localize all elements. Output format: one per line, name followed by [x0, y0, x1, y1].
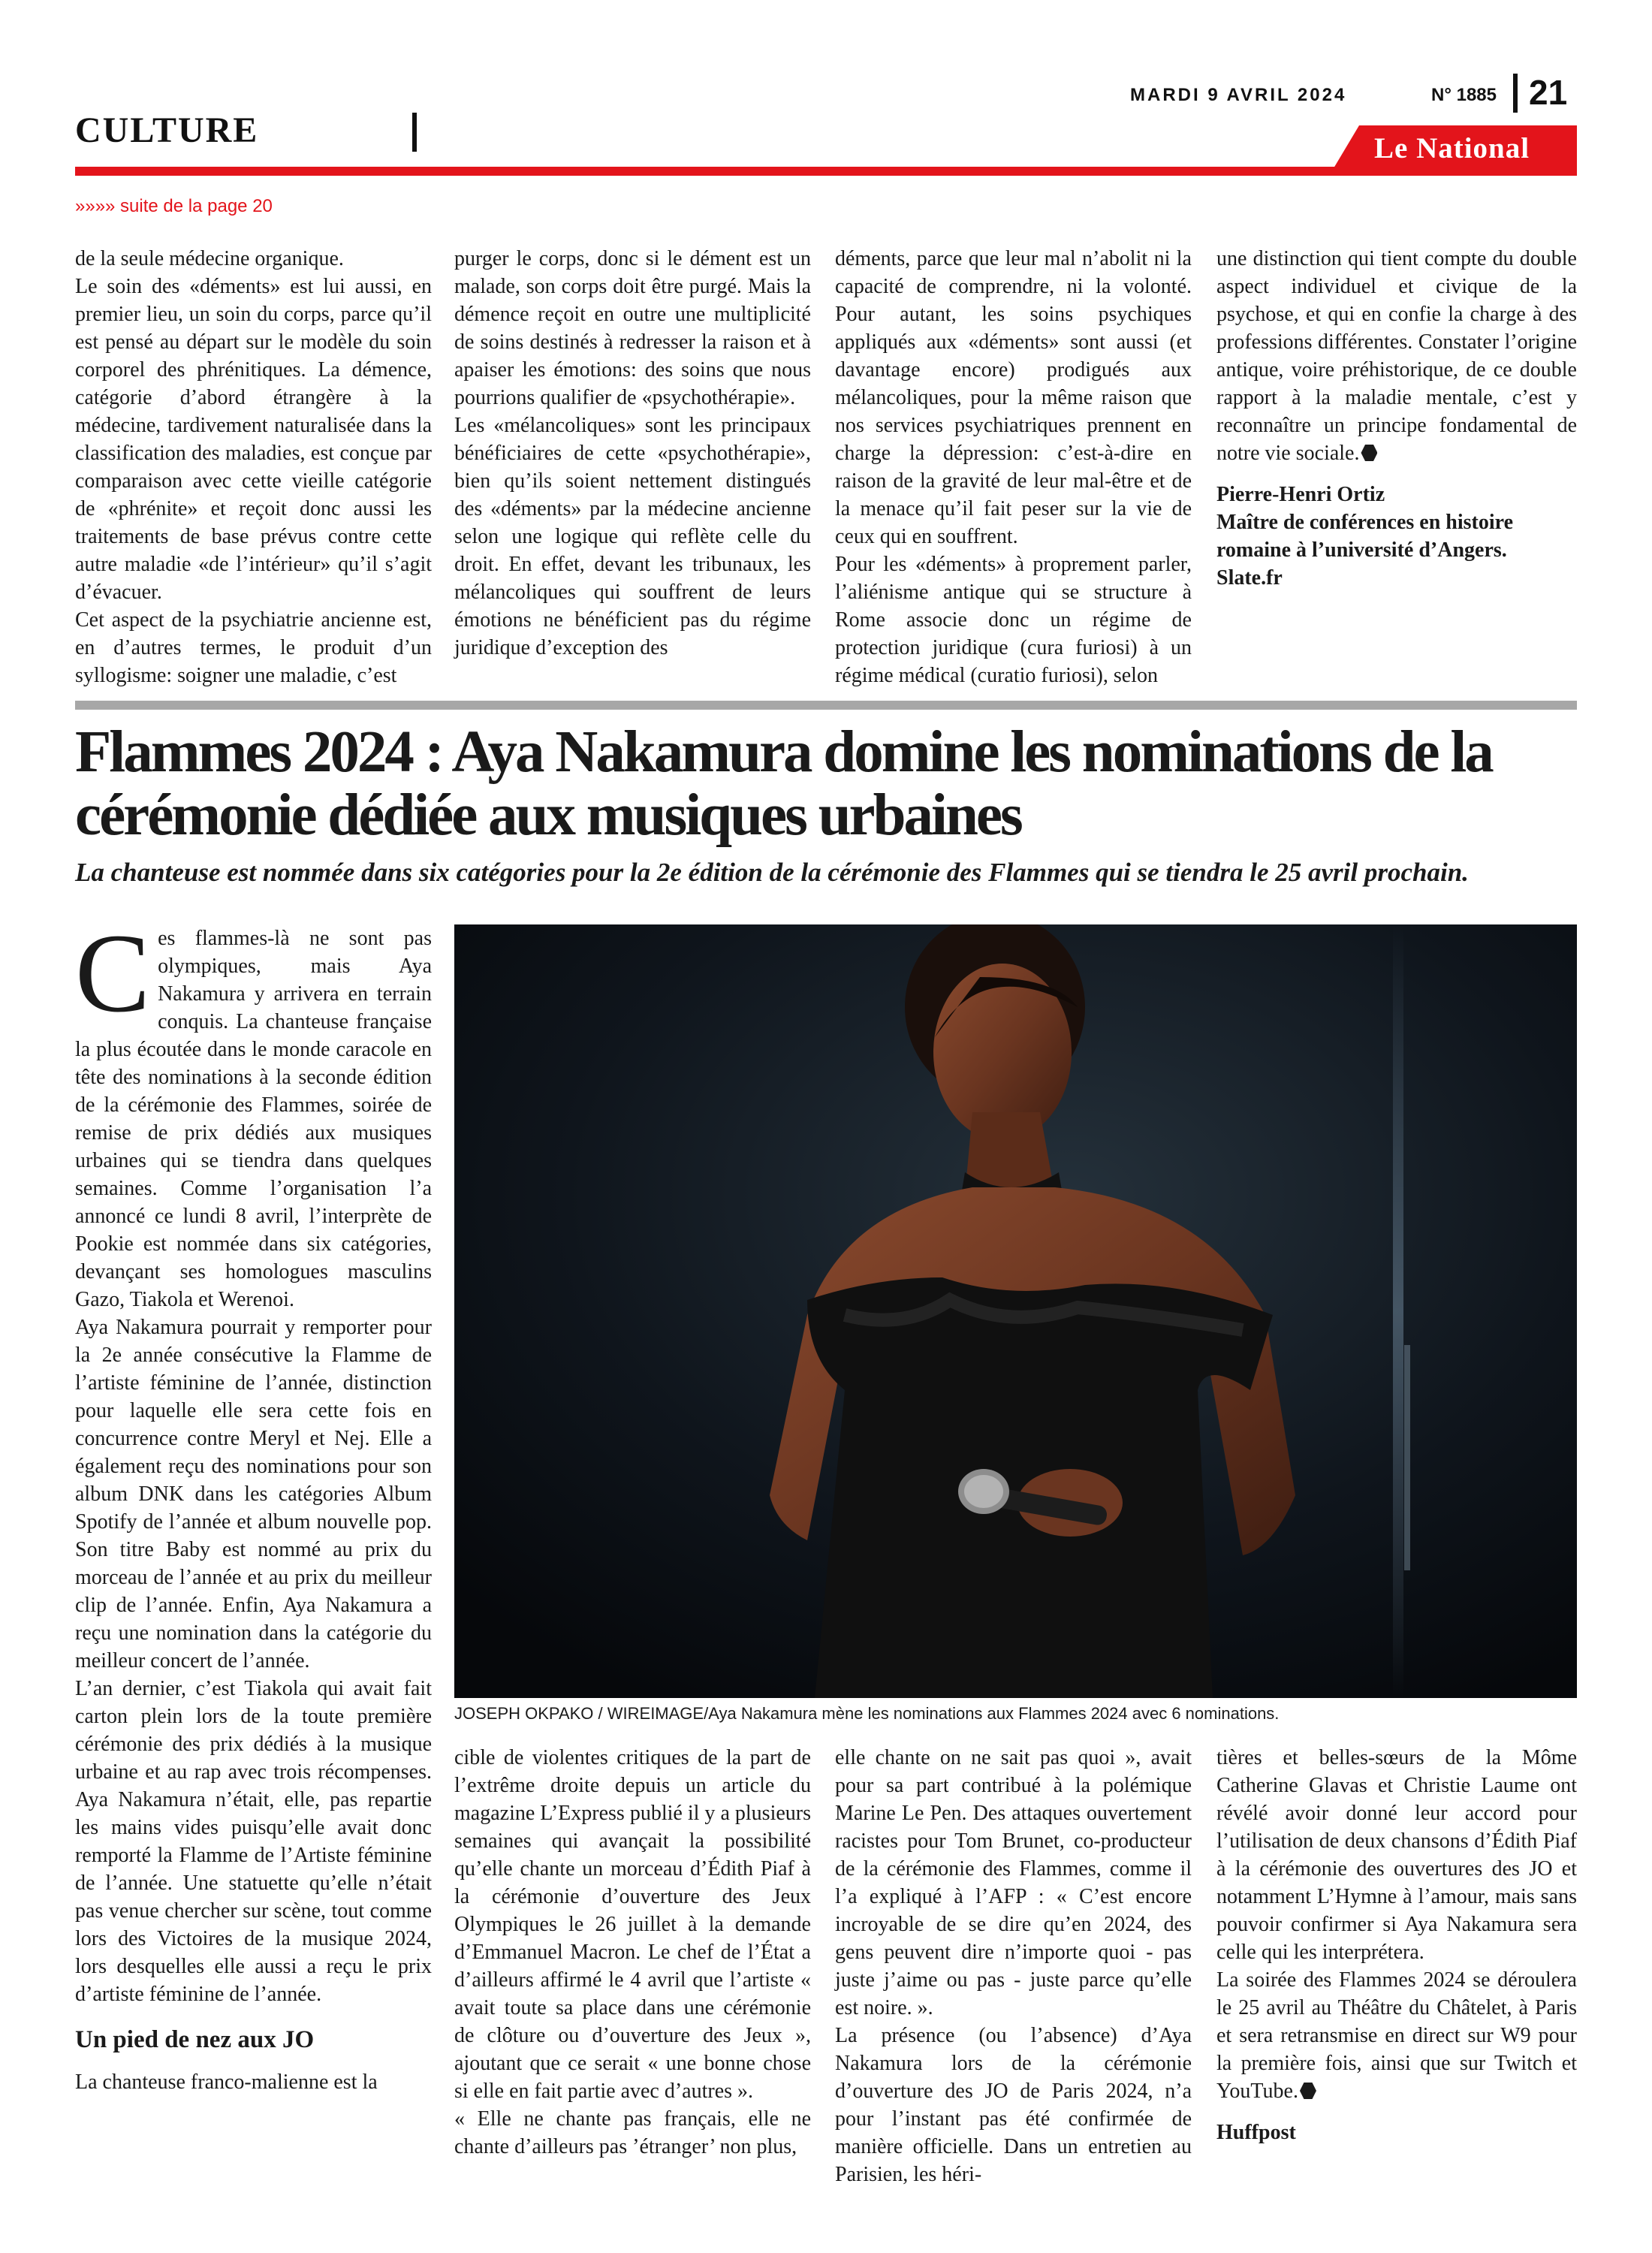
paragraph: cible de violentes critiques de la part de l’extrême droite depuis un article du magazine L’Express publié il y a plusieurs semaines qui avançait la possibilité qu’elle chante un morceau d’Édith Piaf à la cérémonie d’ouverture des Jeux Olympiques le 26 juillet à la demande d’Emmanuel Macron. Le chef de l’État a d’ailleurs affirmé le 4 avril que l’artiste « avait toute sa place dans une cérémonie de clôture ou d’ouverture des Jeux », ajoutant que ce serait « une bonne chose si elle en fait partie avec d’autres ». — [454, 1746, 811, 2103]
top-article-column-1 — [75, 245, 432, 689]
article-deck: La chanteuse est nommée dans six catégories pour la 2e édition de la cérémonie des Flammes qui se tiendra le 25 avril prochain. — [75, 858, 1469, 887]
section-divider — [412, 113, 417, 152]
article-column-4 — [1216, 1744, 1577, 2146]
article-column-1 — [75, 911, 432, 2096]
author-title: Maître de conférences en histoire romaine à l’université d’Angers. — [1216, 511, 1514, 562]
article-separator — [75, 701, 1577, 710]
article-headline: Flammes 2024 : Aya Nakamura domine les nominations de la cérémonie dédiée aux musiques urbaines — [75, 719, 1492, 848]
paragraph: elle chante on ne sait pas quoi », avait pour sa part contribué à la polémique Marine Le Pen. Des attaques ouvertement racistes pour Tom Brunet, co-producteur de la cérémonie des Flammes, comme il l’a expliqué à l’AFP : « C’est encore incroyable de se dire qu’en 2024, des gens peuvent dire n’importe quoi - pas juste j’aime ou pas - juste parce qu’elle est noire. ». — [835, 1746, 1192, 2019]
article-column-3 — [835, 1744, 1192, 2188]
paragraph: Aya Nakamura pourrait y remporter pour la 2e année consécutive la Flamme de l’artiste féminine de l’année, distinction pour laquelle elle sera cette fois en concurrence contre Meryl et Nej. Elle a également reçu des nominations pour son album DNK dans les catégories Album Spotify de l’année et album nouvelle pop. Son titre Baby est nommé au prix du morceau de l’année et au prix du meilleur clip de l’année. Enfin, Aya Nakamura a reçu une nomination dans la catégorie du meilleur concert de l’année. — [75, 1316, 432, 1672]
paragraph: Le soin des «déments» est lui aussi, en premier lieu, un soin du corps, parce qu’il est pensé au départ sur le modèle du soin corporel des phrénitiques. La démence, catégorie d’abord étrangère à la médecine, tardivement naturalisée dans la classification des maladies, est conçue par comparaison avec cette vieille catégorie de «phrénite» et reçoit donc aussi les traitements de base prévus contre cette autre maladie «de l’intérieur» qu’il s’agit d’évacuer. — [75, 275, 432, 604]
top-article-column-2 — [454, 245, 811, 662]
photo-caption: JOSEPH OKPAKO / WIREIMAGE/Aya Nakamura mène les nominations aux Flammes 2024 avec 6 nominations. — [454, 1704, 1280, 1723]
paragraph-text: une distinction qui tient compte du double aspect individuel et civique de la psychose, et qui en confie la charge à des professions différentes. Constater l’origine antique, voire préhistorique, de ce double rapport à la maladie mentale, c’est y reconnaître un principe fondamental de notre vie sociale. — [1216, 247, 1577, 465]
end-mark-icon — [1361, 445, 1377, 461]
section-label: CULTURE — [75, 110, 259, 150]
top-article-column-3 — [835, 245, 1192, 689]
paragraph: Cet aspect de la psychiatrie ancienne est, en d’autres termes, le produit d’un syllogisme: soigner une maladie, c’est — [75, 608, 432, 687]
paragraph: L’an dernier, c’est Tiakola qui avait fait carton plein lors de la toute première cérémonie des prix dédiés à la musique urbaine et au rap avec trois récompenses. Aya Nakamura n’était, elle, pas repartie les mains vides puisqu’elle avait donc remporté la Flamme de l’Artiste féminine de l’année. Une statuette qu’elle n’était pas venue chercher sur scène, tout comme lors des Victoires de la musique 2024, lors desquelles elle aussi a reçu le prix d’artiste féminine de l’année. — [75, 1677, 432, 2006]
paragraph — [75, 911, 432, 1313]
continued-from-link[interactable]: »»»» suite de la page 20 — [75, 196, 273, 216]
paragraph: « Elle ne chante pas français, elle ne chante d’ailleurs pas ’étranger’ non plus, — [454, 2107, 811, 2158]
paragraph: déments, parce que leur mal n’abolit ni la capacité de comprendre, ni la volonté. Pour autant, les soins psychiques appliqués aux «déments» sont aussi (et davantage encore) prodigués aux mélancoliques, pour la même raison que nos services psychiatriques prennent en charge la dépression: c’est-à-dire en raison de la gravité de leur mal-être et de la menace qu’il fait peser sur la vie de ceux qui en souffrent. — [835, 247, 1192, 548]
issue-number: N° 1885 — [1431, 85, 1497, 105]
paragraph — [1216, 245, 1577, 467]
paragraph: purger le corps, donc si le dément est un malade, son corps doit être purgé. Mais la démence reçoit en outre une multiplicité de soins destinés à redresser la raison et à apaiser les émotions: des soins que nous pourrions qualifier de «psychothérapie». — [454, 247, 811, 409]
author-name: Pierre-Henri Ortiz — [1216, 483, 1385, 506]
article-photo — [454, 924, 1577, 1698]
paragraph: Pour les «déments» à proprement parler, l’aliénisme antique qui se structure à Rome associe donc un régime de protection juridique (cura furiosi) à un régime médical (curatio furiosi), selon — [835, 553, 1192, 687]
article-subhead: Un pied de nez aux JO — [75, 2026, 315, 2053]
drop-cap: C — [75, 911, 151, 1036]
page-divider — [1513, 74, 1518, 113]
author-signature — [1216, 481, 1577, 592]
paragraph: La présence (ou l’absence) d’Aya Nakamura lors de la cérémonie d’ouverture des JO de Paris 2024, n’a pour l’instant pas été confirmée de manière officielle. Dans un entretien au Parisien, les héri- — [835, 2024, 1192, 2186]
top-article-column-4 — [1216, 245, 1577, 592]
paragraph: tières et belles-sœurs de la Môme Catherine Glavas et Christie Laume ont révélé avoir donné leur accord pour l’utilisation de deux chansons d’Édith Piaf à la cérémonie des ouvertures des JO et notamment L’Hymne à l’amour, mais sans pouvoir confirmer si Aya Nakamura sera celle qui les interprétera. — [1216, 1746, 1577, 1964]
end-mark-icon — [1300, 2083, 1316, 2099]
article-source: Huffpost — [1216, 2121, 1296, 2144]
paragraph: de la seule médecine organique. — [75, 247, 344, 270]
article-source: Slate.fr — [1216, 566, 1283, 590]
paragraph — [1216, 1966, 1577, 2105]
singer-photo-illustration — [454, 924, 1577, 1698]
issue-date: MARDI 9 AVRIL 2024 — [1130, 85, 1347, 105]
paragraph-text: es flammes-là ne sont pas olympiques, mais Aya Nakamura y arrivera en terrain conquis. La chanteuse française la plus écoutée dans le monde caracole en tête des nominations à la seconde édition de la cérémonie des Flammes, soirée de remise de prix dédiés aux musiques urbaines qui se tiendra dans quelques semaines. Comme l’organisation l’a annoncé ce lundi 8 avril, l’interprète de Pookie est nommée dans six catégories, devançant ses homologues masculins Gazo, Tiakola et Werenoi. — [75, 927, 432, 1311]
article-column-2 — [454, 1744, 811, 2161]
paragraph-text: La soirée des Flammes 2024 se déroulera le 25 avril au Théâtre du Châtelet, à Paris et sera retransmise en direct sur W9 pour la première fois, ainsi que sur Twitch et YouTube. — [1216, 1968, 1577, 2103]
newspaper-brand: Le National — [1374, 132, 1530, 164]
page-number: 21 — [1529, 73, 1568, 112]
paragraph: Les «mélancoliques» sont les principaux bénéficiaires de cette «psychothérapie», bien qu’ils soient nettement distingués des «déments» par la médecine ancienne selon une logique qui reflète celle du droit. En effet, devant les tribunaux, les mélancoliques qui souffrent de leurs émotions ne bénéficient pas du régime juridique d’exception des — [454, 414, 811, 659]
paragraph: La chanteuse franco-malienne est la — [75, 2071, 378, 2094]
